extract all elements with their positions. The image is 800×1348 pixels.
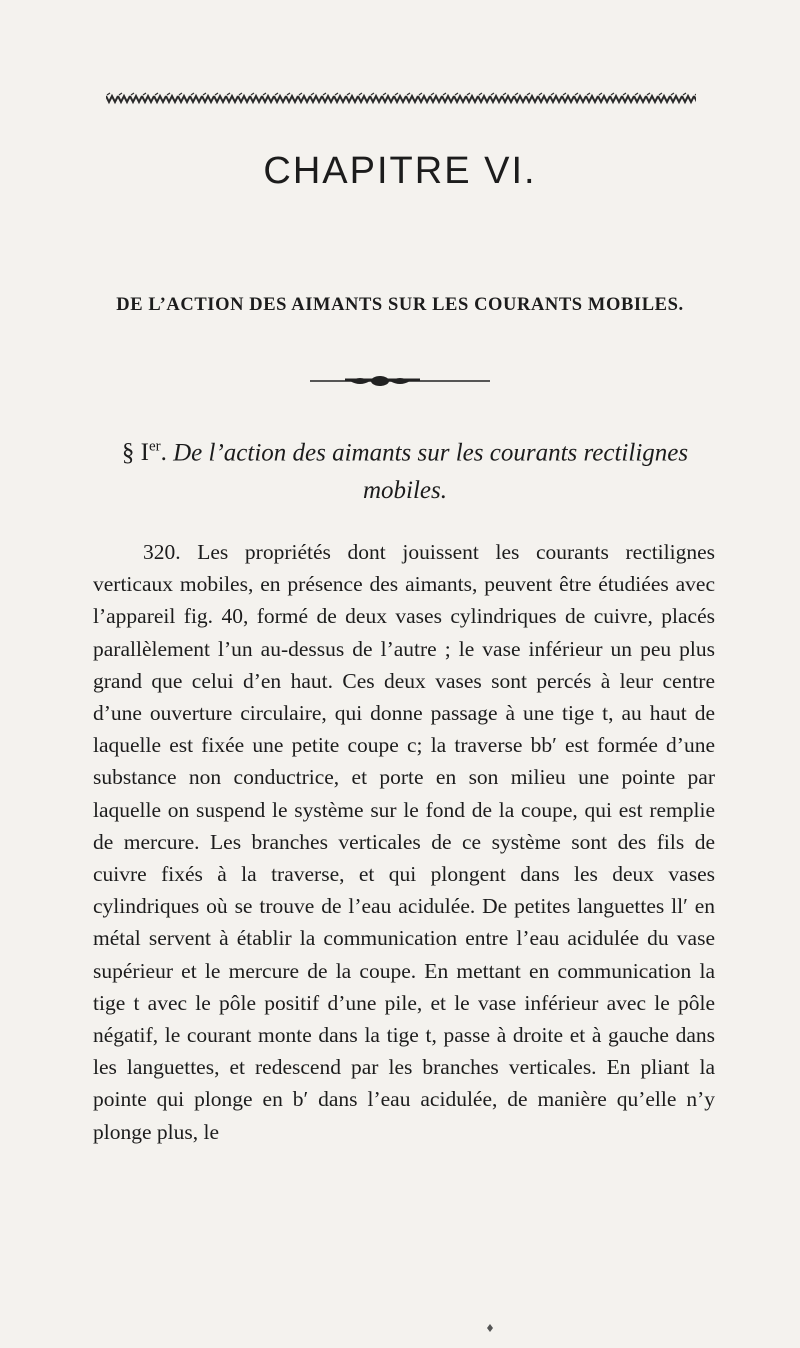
subsection-number-suffix: er: [148, 439, 161, 455]
subsection-separator: .: [160, 439, 174, 467]
paragraph-sign: §: [121, 439, 135, 467]
body-paragraph: 320. Les propriétés dont jouissent les courants rectilignes verticaux mobiles, en présence des aimants, peuvent être étudiées avec l’appareil fig. 40, formé de deux vases cylindriques de cuivre, placés parallèlement l’un au-dessus de l’autre ; le vase inférieur un peu plus grand que celui d’en haut. Ces deux vases sont percés à leur centre d’une ouverture circulaire, qui donne passage à une tige t, au haut de laquelle est fixée une petite coupe c; la traverse bb′ est formée d’une substance non conductrice, et porte en son milieu une pointe par laquelle on suspend le système sur le fond de la coupe, qui est remplie de mercure. Les branches verticales de ce système sont des fils de cuivre fixés à la traverse, et qui plongent dans les deux vases cylindriques où se trouve de l’eau acidulée. De petites languettes ll′ en métal servent à établir la communication entre l’eau acidulée du vase supérieur et le mercure de la coupe. En mettant en communication la tige t avec le pôle positif d’une pile, et le vase inférieur avec le pôle négatif, le courant monte dans la tige t, passe à droite et à gauche dans les languettes, et redescend par les branches verticales. En pliant la pointe qui plonge en b′ dans l’eau acidulée, de manière qu’elle n’y plonge plus, le: [93, 540, 715, 1144]
printer-mark-icon: [487, 1324, 493, 1332]
section-heading: DE L’ACTION DES AIMANTS SUR LES COURANTS MOBILES.: [116, 295, 684, 315]
chapter-title: CHAPITRE VI.: [263, 150, 537, 192]
subsection-heading: [80, 428, 730, 510]
subsection-title: De l’action des aimants sur les courants rectilignes mobiles.: [173, 439, 689, 505]
ornamental-divider: [310, 375, 490, 387]
decorative-header-rule: [106, 92, 696, 106]
subsection-number: [141, 439, 173, 466]
subsection-number-main: I: [140, 439, 149, 467]
